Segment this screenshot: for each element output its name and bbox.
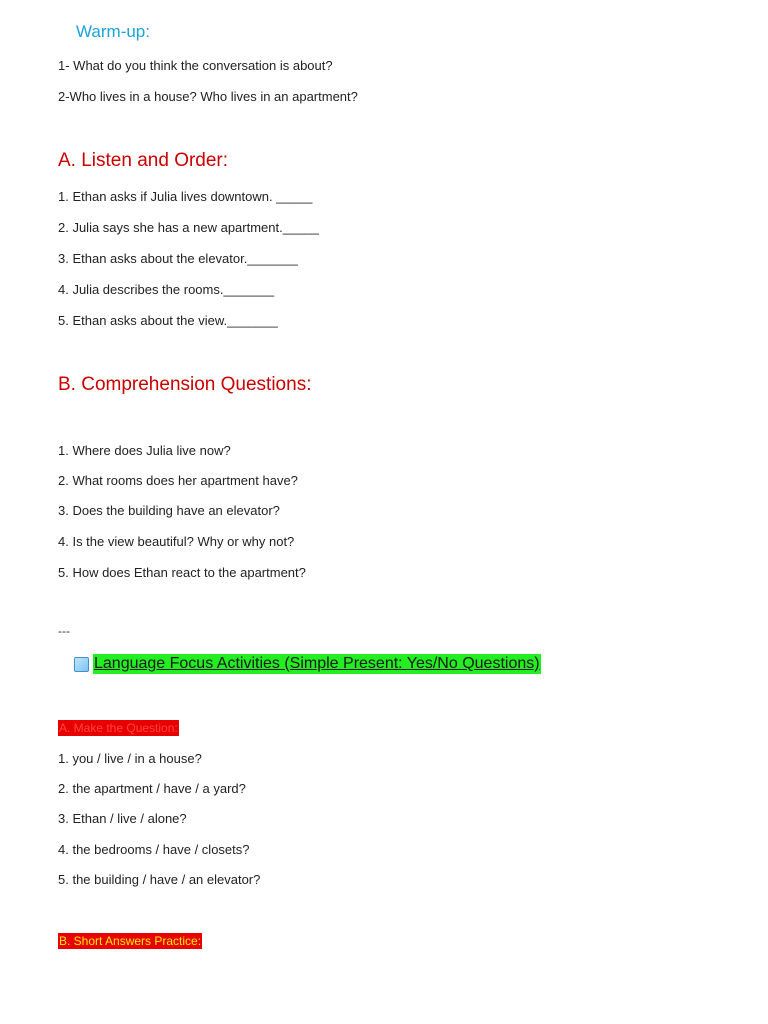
comprehension-item: 4. Is the view beautiful? Why or why not?: [58, 534, 295, 549]
listen-order-item: 2. Julia says she has a new apartment._____: [58, 220, 319, 235]
comprehension-item: 3. Does the building have an elevator?: [58, 503, 280, 518]
warmup-question: 1- What do you think the conversation is about?: [58, 58, 333, 73]
make-question-item: 5. the building / have / an elevator?: [58, 872, 261, 887]
language-focus-heading: Language Focus Activities (Simple Present: Yes/No Questions): [94, 655, 540, 672]
listen-order-item: 3. Ethan asks about the elevator._______: [58, 251, 298, 266]
make-question-item: 1. you / live / in a house?: [58, 751, 202, 766]
make-question-item: 3. Ethan / live / alone?: [58, 811, 187, 826]
listen-order-item: 5. Ethan asks about the view._______: [58, 313, 278, 328]
warmup-heading: Warm-up:: [76, 22, 150, 41]
listen-order-heading: A. Listen and Order:: [58, 150, 229, 171]
short-answers-heading: B. Short Answers Practice:: [59, 934, 202, 948]
make-question-heading: A. Make the Question:: [59, 721, 178, 735]
comprehension-item: 2. What rooms does her apartment have?: [58, 473, 298, 488]
blue-square-icon: [74, 657, 89, 672]
comprehension-item: 1. Where does Julia live now?: [58, 443, 231, 458]
warmup-question: 2-Who lives in a house? Who lives in an apartment?: [58, 89, 358, 104]
section-divider: ---: [58, 624, 70, 638]
language-focus-heading-row: [74, 654, 541, 674]
comprehension-item: 5. How does Ethan react to the apartment?: [58, 565, 306, 580]
make-question-item: 2. the apartment / have / a yard?: [58, 781, 246, 796]
listen-order-item: 1. Ethan asks if Julia lives downtown. _____: [58, 189, 313, 204]
make-question-item: 4. the bedrooms / have / closets?: [58, 842, 250, 857]
listen-order-item: 4. Julia describes the rooms._______: [58, 282, 275, 297]
comprehension-heading: B. Comprehension Questions:: [58, 374, 312, 395]
